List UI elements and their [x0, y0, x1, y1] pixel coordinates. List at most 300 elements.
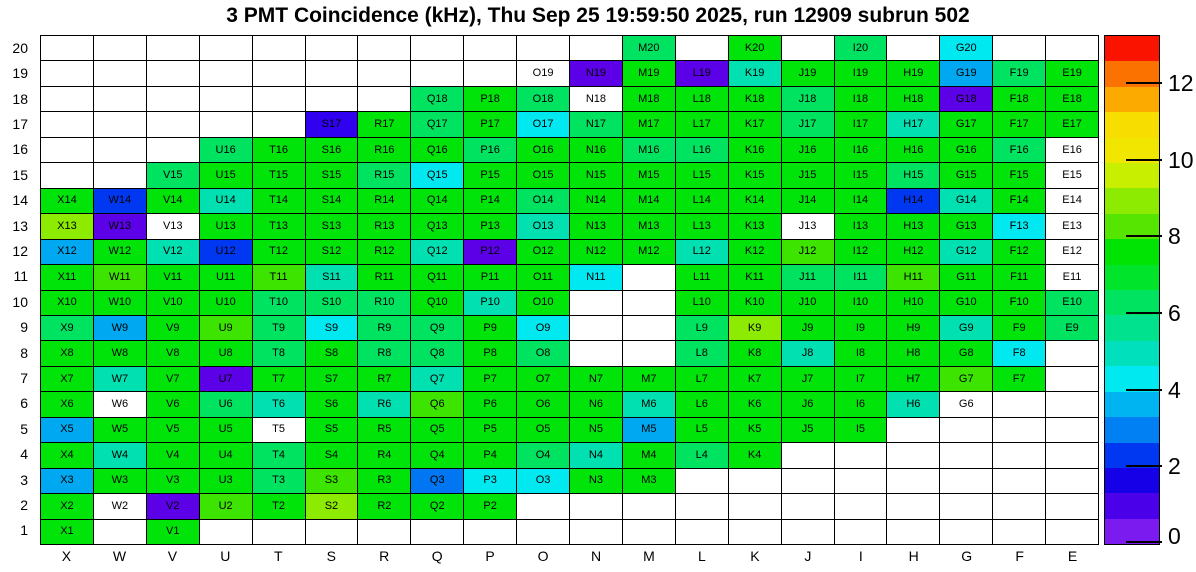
grid-cell-R8: R8: [358, 341, 410, 365]
grid-cell-K2: [729, 494, 781, 518]
grid-cell-F2: [993, 494, 1045, 518]
grid-cell-L6: L6: [676, 392, 728, 416]
grid-cell-E11: E11: [1046, 265, 1098, 289]
grid-cell-U19: [200, 61, 252, 85]
grid-cell-I15: I15: [835, 163, 887, 187]
grid-cell-M20: M20: [623, 36, 675, 60]
grid-cell-T14: T14: [253, 189, 305, 213]
grid-cell-W12: W12: [94, 240, 146, 264]
grid-cell-N17: N17: [570, 112, 622, 136]
grid-cell-N6: N6: [570, 392, 622, 416]
grid-cell-O3: O3: [517, 469, 569, 493]
grid-cell-M2: [623, 494, 675, 518]
grid-cell-P8: P8: [464, 341, 516, 365]
grid-cell-I14: I14: [835, 189, 887, 213]
grid-cell-Q9: Q9: [411, 316, 463, 340]
grid-cell-U3: U3: [200, 469, 252, 493]
col-label-O: O: [537, 548, 549, 564]
grid-cell-V1: V1: [147, 520, 199, 544]
grid-cell-T13: T13: [253, 214, 305, 238]
grid-cell-R11: R11: [358, 265, 410, 289]
colorbar-tick-label-8: 8: [1168, 223, 1181, 250]
grid-cell-R10: R10: [358, 291, 410, 315]
grid-cell-G8: G8: [940, 341, 992, 365]
grid-cell-O4: O4: [517, 443, 569, 467]
grid-cell-J7: J7: [782, 367, 834, 391]
colorbar-band-14: [1105, 188, 1159, 213]
grid-cell-H12: H12: [887, 240, 939, 264]
grid-cell-E6: [1046, 392, 1098, 416]
colorbar-band-10: [1105, 290, 1159, 315]
grid-cell-F17: F17: [993, 112, 1045, 136]
grid-cell-F10: F10: [993, 291, 1045, 315]
grid-cell-P15: P15: [464, 163, 516, 187]
col-label-H: H: [908, 548, 919, 564]
grid-cell-M18: M18: [623, 87, 675, 111]
grid-cell-G14: G14: [940, 189, 992, 213]
grid-cell-V8: V8: [147, 341, 199, 365]
row-label-9: 9: [20, 319, 28, 336]
grid-cell-J17: J17: [782, 112, 834, 136]
grid-cell-G6: G6: [940, 392, 992, 416]
grid-cell-V19: [147, 61, 199, 85]
grid-cell-J20: [782, 36, 834, 60]
grid-cell-K7: K7: [729, 367, 781, 391]
grid-cell-U15: U15: [200, 163, 252, 187]
grid-cell-H5: [887, 418, 939, 442]
row-label-19: 19: [12, 65, 28, 82]
grid-cell-X16: [41, 138, 93, 162]
grid-cell-P9: P9: [464, 316, 516, 340]
grid-cell-L9: L9: [676, 316, 728, 340]
row-label-20: 20: [12, 39, 28, 56]
grid-cell-R14: R14: [358, 189, 410, 213]
grid-cell-P7: P7: [464, 367, 516, 391]
grid-cell-X9: X9: [41, 316, 93, 340]
grid-cell-R15: R15: [358, 163, 410, 187]
grid-cell-P2: P2: [464, 494, 516, 518]
grid-cell-M19: M19: [623, 61, 675, 85]
grid-cell-X2: X2: [41, 494, 93, 518]
grid-cell-R6: R6: [358, 392, 410, 416]
grid-cell-W2: W2: [94, 494, 146, 518]
colorbar-band-3: [1105, 468, 1159, 493]
grid-cell-K3: [729, 469, 781, 493]
grid-cell-V9: V9: [147, 316, 199, 340]
grid-cell-H2: [887, 494, 939, 518]
grid-cell-U7: U7: [200, 367, 252, 391]
colorbar-band-8: [1105, 341, 1159, 366]
grid-cell-M14: M14: [623, 189, 675, 213]
grid-cell-Q10: Q10: [411, 291, 463, 315]
row-label-15: 15: [12, 166, 28, 183]
grid-cell-T10: T10: [253, 291, 305, 315]
grid-cell-T4: T4: [253, 443, 305, 467]
grid-cell-S8: S8: [306, 341, 358, 365]
grid-cell-E15: E15: [1046, 163, 1098, 187]
grid-cell-I13: I13: [835, 214, 887, 238]
grid-cell-G2: [940, 494, 992, 518]
grid-cell-G19: G19: [940, 61, 992, 85]
row-label-12: 12: [12, 242, 28, 259]
grid-cell-P1: [464, 520, 516, 544]
colorbar-band-12: [1105, 239, 1159, 264]
colorbar-tick-label-0: 0: [1168, 523, 1181, 549]
grid-cell-K16: K16: [729, 138, 781, 162]
grid-cell-E16: E16: [1046, 138, 1098, 162]
grid-cell-X19: [41, 61, 93, 85]
grid-cell-M11: [623, 265, 675, 289]
grid-cell-R13: R13: [358, 214, 410, 238]
grid-cell-U12: U12: [200, 240, 252, 264]
grid-cell-V11: V11: [147, 265, 199, 289]
grid-cell-H8: H8: [887, 341, 939, 365]
grid-cell-X3: X3: [41, 469, 93, 493]
grid-cell-K19: K19: [729, 61, 781, 85]
grid-cell-R16: R16: [358, 138, 410, 162]
grid-cell-X18: [41, 87, 93, 111]
grid-cell-Q3: Q3: [411, 469, 463, 493]
grid-cell-E18: E18: [1046, 87, 1098, 111]
row-label-5: 5: [20, 420, 28, 437]
grid-cell-W14: W14: [94, 189, 146, 213]
grid-cell-T12: T12: [253, 240, 305, 264]
grid-cell-X8: X8: [41, 341, 93, 365]
colorbar-tick-label-10: 10: [1168, 146, 1194, 173]
grid-cell-E17: E17: [1046, 112, 1098, 136]
grid-cell-Q14: Q14: [411, 189, 463, 213]
grid-cell-K11: K11: [729, 265, 781, 289]
grid-cell-V20: [147, 36, 199, 60]
grid-cell-I9: I9: [835, 316, 887, 340]
grid-cell-M13: M13: [623, 214, 675, 238]
grid-cell-J14: J14: [782, 189, 834, 213]
grid-cell-Q8: Q8: [411, 341, 463, 365]
grid-cell-K20: K20: [729, 36, 781, 60]
grid-cell-F15: F15: [993, 163, 1045, 187]
grid-cell-K18: K18: [729, 87, 781, 111]
grid-cell-I3: [835, 469, 887, 493]
grid-cell-S19: [306, 61, 358, 85]
colorbar-band-18: [1105, 87, 1159, 112]
col-label-W: W: [112, 548, 127, 564]
grid-cell-U14: U14: [200, 189, 252, 213]
grid-cell-S13: S13: [306, 214, 358, 238]
grid-cell-S6: S6: [306, 392, 358, 416]
grid-cell-V5: V5: [147, 418, 199, 442]
row-label-16: 16: [12, 141, 28, 158]
grid-cell-P12: P12: [464, 240, 516, 264]
grid-cell-I4: [835, 443, 887, 467]
grid-cell-N7: N7: [570, 367, 622, 391]
col-label-P: P: [485, 548, 495, 564]
col-label-S: S: [326, 548, 336, 564]
col-label-F: F: [1015, 548, 1024, 564]
grid-cell-E1: [1046, 520, 1098, 544]
grid-cell-F8: F8: [993, 341, 1045, 365]
grid-cell-N1: [570, 520, 622, 544]
grid-cell-J9: J9: [782, 316, 834, 340]
grid-cell-H17: H17: [887, 112, 939, 136]
grid-cell-F1: [993, 520, 1045, 544]
grid-cell-P10: P10: [464, 291, 516, 315]
grid-cell-T2: T2: [253, 494, 305, 518]
grid-cell-W8: W8: [94, 341, 146, 365]
grid-cell-H4: [887, 443, 939, 467]
col-label-N: N: [590, 548, 602, 564]
grid-cell-W5: W5: [94, 418, 146, 442]
grid-cell-P16: P16: [464, 138, 516, 162]
grid-cell-J6: J6: [782, 392, 834, 416]
grid-cell-S3: S3: [306, 469, 358, 493]
grid-cell-F9: F9: [993, 316, 1045, 340]
grid-cell-J4: [782, 443, 834, 467]
grid-cell-V4: V4: [147, 443, 199, 467]
colorbar-band-4: [1105, 443, 1159, 468]
grid-cell-F16: F16: [993, 138, 1045, 162]
grid-cell-R19: [358, 61, 410, 85]
grid-cell-G11: G11: [940, 265, 992, 289]
grid-cell-N8: [570, 341, 622, 365]
row-label-13: 13: [12, 217, 28, 234]
row-label-17: 17: [12, 115, 28, 132]
grid-cell-O12: O12: [517, 240, 569, 264]
grid-cell-R18: [358, 87, 410, 111]
grid-cell-R1: [358, 520, 410, 544]
grid-cell-S15: S15: [306, 163, 358, 187]
grid-cell-L4: L4: [676, 443, 728, 467]
col-label-M: M: [643, 548, 655, 564]
grid-cell-O20: [517, 36, 569, 60]
grid-cell-N3: N3: [570, 469, 622, 493]
grid-cell-Q1: [411, 520, 463, 544]
grid-cell-G17: G17: [940, 112, 992, 136]
grid-cell-F18: F18: [993, 87, 1045, 111]
grid-cell-E19: E19: [1046, 61, 1098, 85]
grid-cell-S4: S4: [306, 443, 358, 467]
grid-cell-S10: S10: [306, 291, 358, 315]
grid-cell-X14: X14: [41, 189, 93, 213]
grid-cell-Q16: Q16: [411, 138, 463, 162]
x-axis-column-labels: [40, 548, 1099, 568]
grid-cell-F20: [993, 36, 1045, 60]
grid-cell-H15: H15: [887, 163, 939, 187]
grid-cell-O10: O10: [517, 291, 569, 315]
row-label-8: 8: [20, 344, 28, 361]
grid-cell-X11: X11: [41, 265, 93, 289]
grid-cell-E4: [1046, 443, 1098, 467]
grid-cell-L11: L11: [676, 265, 728, 289]
grid-cell-O13: O13: [517, 214, 569, 238]
grid-cell-H19: H19: [887, 61, 939, 85]
grid-cell-K5: K5: [729, 418, 781, 442]
grid-cell-S14: S14: [306, 189, 358, 213]
grid-cell-H10: H10: [887, 291, 939, 315]
grid-cell-K13: K13: [729, 214, 781, 238]
grid-cell-K4: K4: [729, 443, 781, 467]
grid-cell-J18: J18: [782, 87, 834, 111]
grid-cell-L5: L5: [676, 418, 728, 442]
grid-cell-V7: V7: [147, 367, 199, 391]
grid-cell-P13: P13: [464, 214, 516, 238]
grid-cell-I12: I12: [835, 240, 887, 264]
grid-cell-L7: L7: [676, 367, 728, 391]
y-axis-row-labels: [0, 35, 34, 545]
grid-cell-M4: M4: [623, 443, 675, 467]
grid-cell-M1: [623, 520, 675, 544]
grid-cell-M7: M7: [623, 367, 675, 391]
grid-cell-P18: P18: [464, 87, 516, 111]
grid-cell-I1: [835, 520, 887, 544]
grid-cell-U18: [200, 87, 252, 111]
grid-cell-H9: H9: [887, 316, 939, 340]
grid-cell-K17: K17: [729, 112, 781, 136]
row-label-6: 6: [20, 395, 28, 412]
grid-cell-Q6: Q6: [411, 392, 463, 416]
col-label-E: E: [1067, 548, 1078, 564]
grid-cell-S1: [306, 520, 358, 544]
grid-cell-V14: V14: [147, 189, 199, 213]
grid-cell-R3: R3: [358, 469, 410, 493]
grid-cell-U16: U16: [200, 138, 252, 162]
grid-cell-V6: V6: [147, 392, 199, 416]
grid-cell-O19: O19: [517, 61, 569, 85]
colorbar-band-13: [1105, 214, 1159, 239]
grid-cell-K15: K15: [729, 163, 781, 187]
grid-cell-P5: P5: [464, 418, 516, 442]
grid-cell-N2: [570, 494, 622, 518]
grid-cell-N9: [570, 316, 622, 340]
grid-cell-P17: P17: [464, 112, 516, 136]
grid-cell-H16: H16: [887, 138, 939, 162]
grid-cell-J2: [782, 494, 834, 518]
grid-cell-O2: [517, 494, 569, 518]
grid-cell-G13: G13: [940, 214, 992, 238]
grid-cell-V18: [147, 87, 199, 111]
grid-cell-E8: [1046, 341, 1098, 365]
grid-cell-L8: L8: [676, 341, 728, 365]
grid-cell-I19: I19: [835, 61, 887, 85]
grid-cell-I5: I5: [835, 418, 887, 442]
grid-cell-P14: P14: [464, 189, 516, 213]
grid-cell-X5: X5: [41, 418, 93, 442]
grid-cell-F11: F11: [993, 265, 1045, 289]
grid-cell-J11: J11: [782, 265, 834, 289]
colorbar: [1104, 35, 1160, 545]
grid-cell-I18: I18: [835, 87, 887, 111]
grid-cell-N11: N11: [570, 265, 622, 289]
grid-cell-H3: [887, 469, 939, 493]
grid-cell-U2: U2: [200, 494, 252, 518]
grid-cell-U8: U8: [200, 341, 252, 365]
grid-cell-V12: V12: [147, 240, 199, 264]
grid-cell-Q20: [411, 36, 463, 60]
grid-cell-K12: K12: [729, 240, 781, 264]
grid-cell-K14: K14: [729, 189, 781, 213]
grid-cell-V2: V2: [147, 494, 199, 518]
grid-cell-Q18: Q18: [411, 87, 463, 111]
grid-cell-V10: V10: [147, 291, 199, 315]
grid-cell-Q19: [411, 61, 463, 85]
grid-cell-E9: E9: [1046, 316, 1098, 340]
grid-cell-W7: W7: [94, 367, 146, 391]
grid-cell-T19: [253, 61, 305, 85]
grid-cell-U13: U13: [200, 214, 252, 238]
grid-cell-W17: [94, 112, 146, 136]
grid-cell-R12: R12: [358, 240, 410, 264]
grid-cell-X12: X12: [41, 240, 93, 264]
grid-cell-J1: [782, 520, 834, 544]
grid-cell-S12: S12: [306, 240, 358, 264]
grid-cell-G18: G18: [940, 87, 992, 111]
grid-cell-L10: L10: [676, 291, 728, 315]
grid-cell-O17: O17: [517, 112, 569, 136]
grid-cell-N10: [570, 291, 622, 315]
row-label-10: 10: [12, 293, 28, 310]
grid-cell-S5: S5: [306, 418, 358, 442]
grid-cell-F5: [993, 418, 1045, 442]
grid-cell-R17: R17: [358, 112, 410, 136]
grid-cell-W18: [94, 87, 146, 111]
grid-cell-F19: F19: [993, 61, 1045, 85]
grid-cell-F3: [993, 469, 1045, 493]
grid-cell-T9: T9: [253, 316, 305, 340]
grid-cell-H7: H7: [887, 367, 939, 391]
grid-cell-S20: [306, 36, 358, 60]
grid-cell-O16: O16: [517, 138, 569, 162]
grid-cell-T11: T11: [253, 265, 305, 289]
grid-cell-J8: J8: [782, 341, 834, 365]
grid-cell-R5: R5: [358, 418, 410, 442]
grid-cell-W20: [94, 36, 146, 60]
grid-cell-G15: G15: [940, 163, 992, 187]
grid-cell-N13: N13: [570, 214, 622, 238]
row-label-11: 11: [13, 268, 28, 285]
colorbar-band-7: [1105, 366, 1159, 391]
grid-cell-X15: [41, 163, 93, 187]
grid-cell-M8: [623, 341, 675, 365]
grid-cell-U11: U11: [200, 265, 252, 289]
grid-cell-I17: I17: [835, 112, 887, 136]
grid-cell-P11: P11: [464, 265, 516, 289]
grid-cell-G10: G10: [940, 291, 992, 315]
col-label-V: V: [167, 548, 178, 564]
grid-cell-I7: I7: [835, 367, 887, 391]
grid-cell-U5: U5: [200, 418, 252, 442]
grid-cell-S18: [306, 87, 358, 111]
grid-cell-S7: S7: [306, 367, 358, 391]
grid-cell-H1: [887, 520, 939, 544]
grid-cell-R9: R9: [358, 316, 410, 340]
grid-cell-P3: P3: [464, 469, 516, 493]
grid-cell-H6: H6: [887, 392, 939, 416]
row-label-2: 2: [20, 496, 28, 513]
chart-title: 3 PMT Coincidence (kHz), Thu Sep 25 19:59:50 2025, run 12909 subrun 502: [226, 4, 970, 27]
grid-cell-W1: [94, 520, 146, 544]
grid-cell-X4: X4: [41, 443, 93, 467]
grid-cell-G12: G12: [940, 240, 992, 264]
col-label-J: J: [804, 548, 812, 564]
colorbar-band-19: [1105, 61, 1159, 86]
grid-cell-K10: K10: [729, 291, 781, 315]
grid-cell-P20: [464, 36, 516, 60]
grid-cell-F14: F14: [993, 189, 1045, 213]
grid-cell-U6: U6: [200, 392, 252, 416]
grid-cell-X20: [41, 36, 93, 60]
grid-cell-W13: W13: [94, 214, 146, 238]
colorbar-tick-label-12: 12: [1168, 69, 1194, 96]
grid-cell-V17: [147, 112, 199, 136]
